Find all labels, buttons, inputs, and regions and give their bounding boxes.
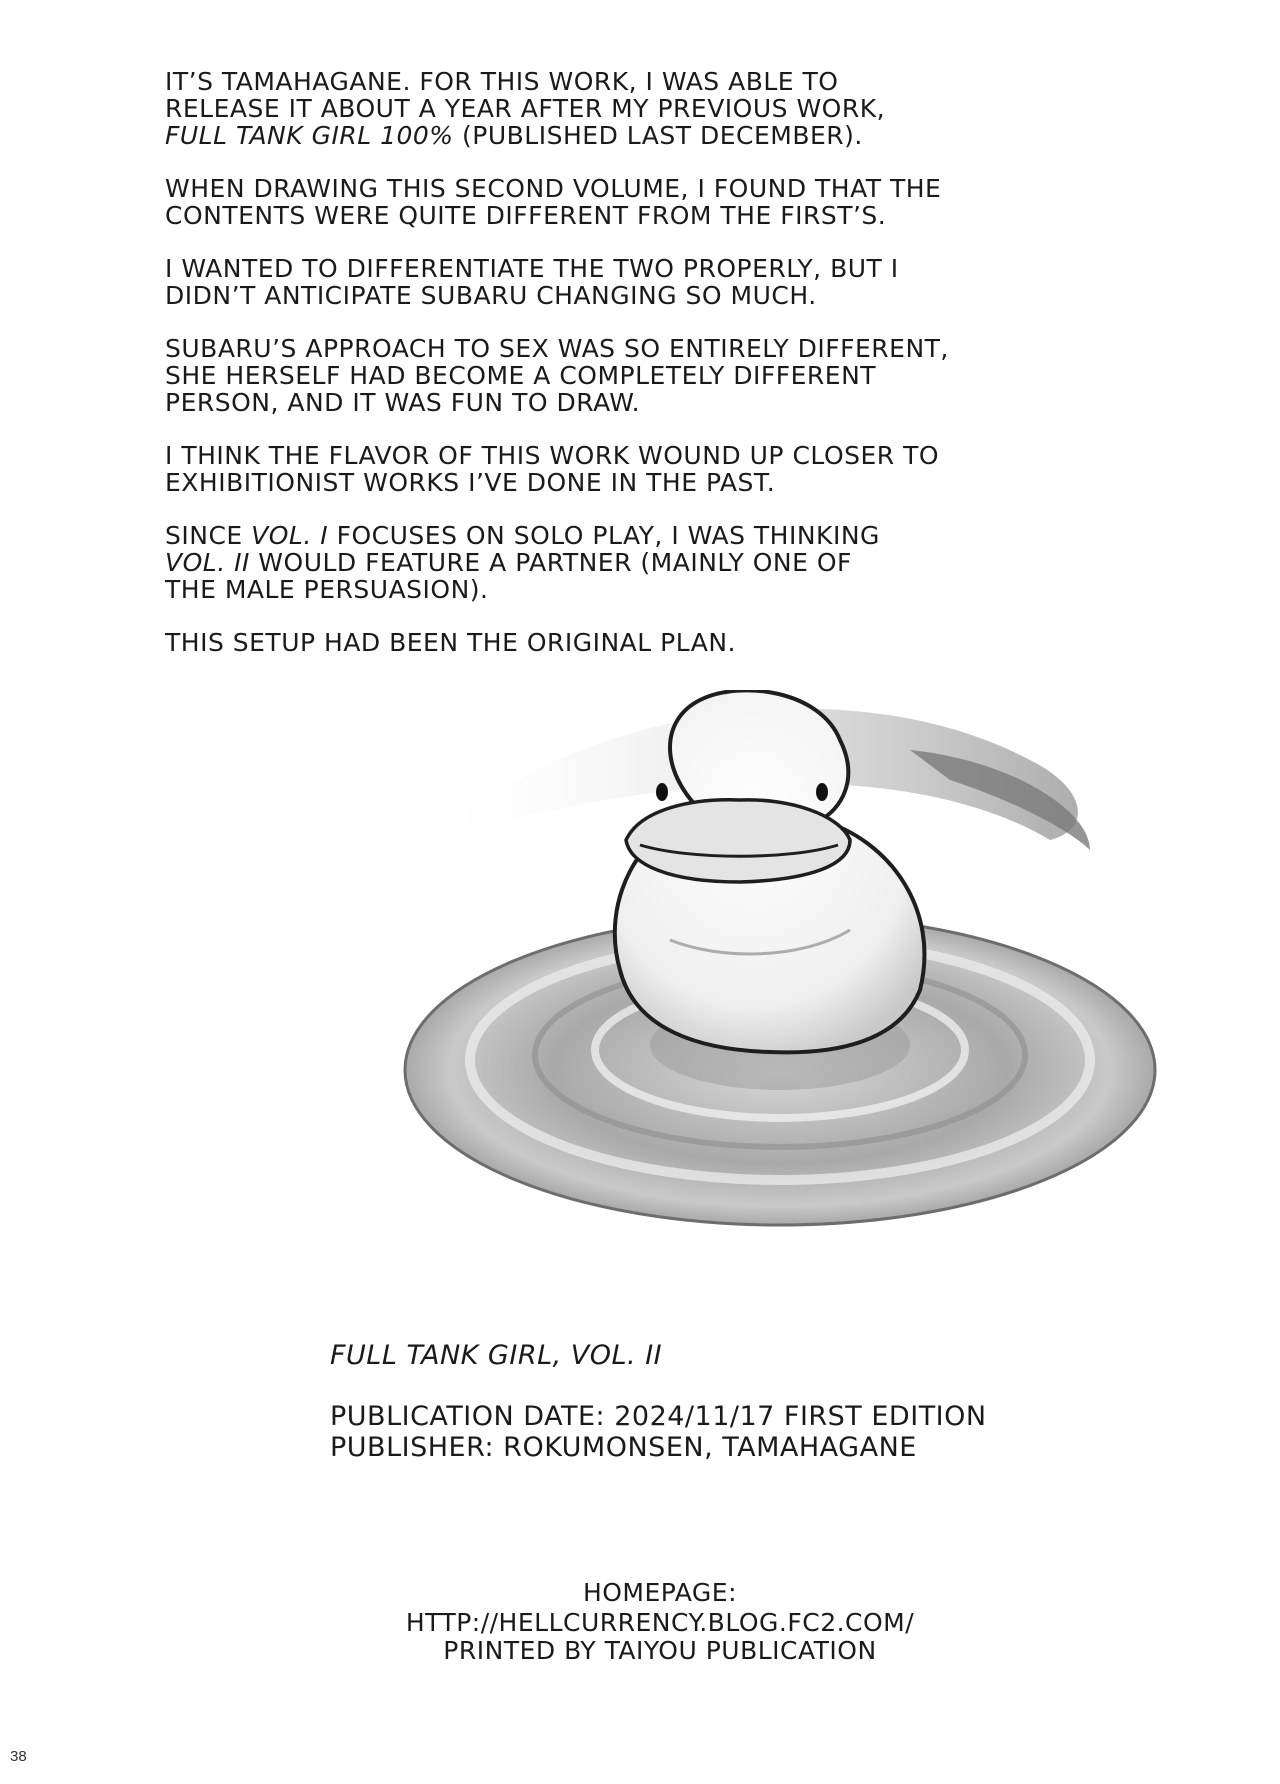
afterword-paragraph (165, 68, 965, 149)
colophon (330, 1340, 1090, 1463)
publication-date: PUBLICATION DATE: 2024/11/17 FIRST EDITION (330, 1401, 987, 1432)
afterword-line: RELEASE IT ABOUT A YEAR AFTER MY PREVIOUS WORK, (165, 94, 886, 123)
afterword-paragraph (165, 335, 965, 416)
afterword-paragraph (165, 442, 965, 496)
afterword-line: I WANTED TO DIFFERENTIATE THE TWO PROPERLY, BUT I (165, 254, 899, 283)
afterword-paragraph (165, 175, 965, 229)
afterword-line: FULL TANK GIRL 100% (PUBLISHED LAST DECEMBER). (165, 121, 863, 150)
afterword-line: SUBARU’S APPROACH TO SEX WAS SO ENTIRELY DIFFERENT, (165, 334, 949, 363)
afterword-line: WHEN DRAWING THIS SECOND VOLUME, I FOUND THAT THE (165, 174, 942, 203)
afterword-line: THIS SETUP HAD BEEN THE ORIGINAL PLAN. (165, 628, 736, 657)
printer-credit: PRINTED BY TAIYOU PUBLICATION (443, 1636, 877, 1665)
publisher: PUBLISHER: ROKUMONSEN, TAMAHAGANE (330, 1432, 917, 1463)
afterword-line: EXHIBITIONIST WORKS I’VE DONE IN THE PAST. (165, 468, 776, 497)
afterword-paragraph (165, 522, 965, 603)
afterword-line: THE MALE PERSUASION). (165, 575, 489, 604)
homepage-url: HOMEPAGE: HTTP://HELLCURRENCY.BLOG.FC2.COM/ (405, 1578, 915, 1637)
afterword-line: IT’S TAMAHAGANE. FOR THIS WORK, I WAS ABLE TO (165, 67, 839, 96)
afterword-line: SHE HERSELF HAD BECOME A COMPLETELY DIFFERENT (165, 361, 877, 390)
afterword-line: VOL. II WOULD FEATURE A PARTNER (MAINLY ONE OF (165, 548, 852, 577)
book-title: FULL TANK GIRL, VOL. II (330, 1340, 663, 1371)
afterword-line: DIDN’T ANTICIPATE SUBARU CHANGING SO MUCH. (165, 281, 817, 310)
afterword-line: SINCE VOL. I FOCUSES ON SOLO PLAY, I WAS THINKING (165, 521, 880, 550)
rubber-duck-illustration (390, 690, 1170, 1250)
afterword-line: PERSON, AND IT WAS FUN TO DRAW. (165, 388, 641, 417)
afterword-paragraph (165, 629, 965, 656)
page-number: 38 (10, 1748, 27, 1765)
afterword-line: CONTENTS WERE QUITE DIFFERENT FROM THE FIRST’S. (165, 201, 887, 230)
afterword-paragraph (165, 255, 965, 309)
afterword-line: I THINK THE FLAVOR OF THIS WORK WOUND UP CLOSER TO (165, 441, 940, 470)
afterword-text (165, 68, 965, 682)
